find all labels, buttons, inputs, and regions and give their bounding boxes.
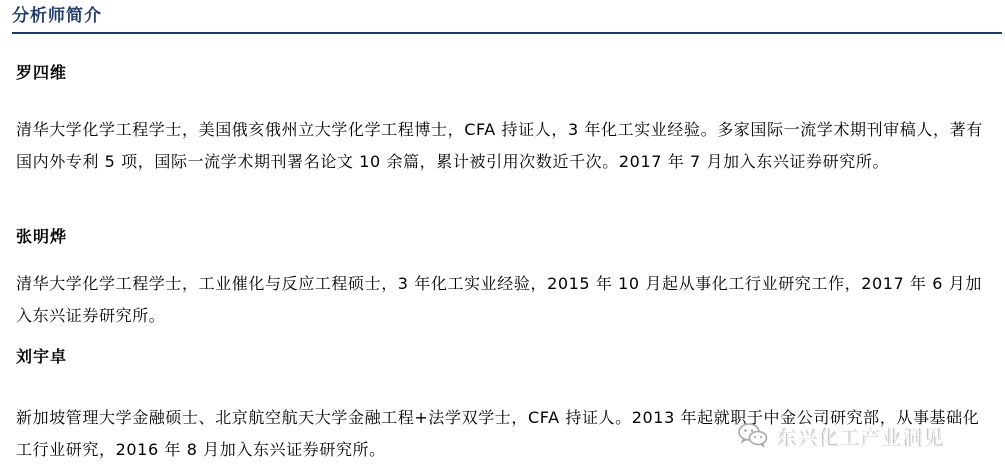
section-title: 分析师简介 <box>12 6 102 26</box>
wechat-icon <box>738 422 768 448</box>
analyst-bio-1: 清华大学化学工程学士，美国俄亥俄州立大学化学工程博士，CFA 持证人，3 年化工实业经验。多家国际一流学术期刊审稿人，著有国内外专利 5 项，国际一流学术期刊署名论文 10 余篇，累计被引用次数近千次。2017 年 7 月加入东兴证券研究所。 <box>16 120 983 171</box>
analyst-bio-3: 新加坡管理大学金融硕士、北京航空航天大学金融工程+法学双学士，CFA 持证人。2013 年起就职于中金公司研究部，从事基础化工行业研究，2016 年 8 月加入东兴证券研究所。 <box>16 408 980 459</box>
section-header <box>0 0 1005 36</box>
analyst-name-1: 罗四维 <box>16 63 68 82</box>
analyst-bio-2: 清华大学化学工程学士，工业催化与反应工程硕士，3 年化工实业经验，2015 年 10 月起从事化工行业研究工作，2017 年 6 月加入东兴证券研究所。 <box>16 274 982 325</box>
watermark-text: 东兴化工产业洞见 <box>776 424 944 449</box>
analyst-name-2: 张明烨 <box>16 227 68 246</box>
header-rule <box>12 32 1002 34</box>
analyst-name-3: 刘宇卓 <box>16 347 68 366</box>
watermark <box>738 418 944 452</box>
